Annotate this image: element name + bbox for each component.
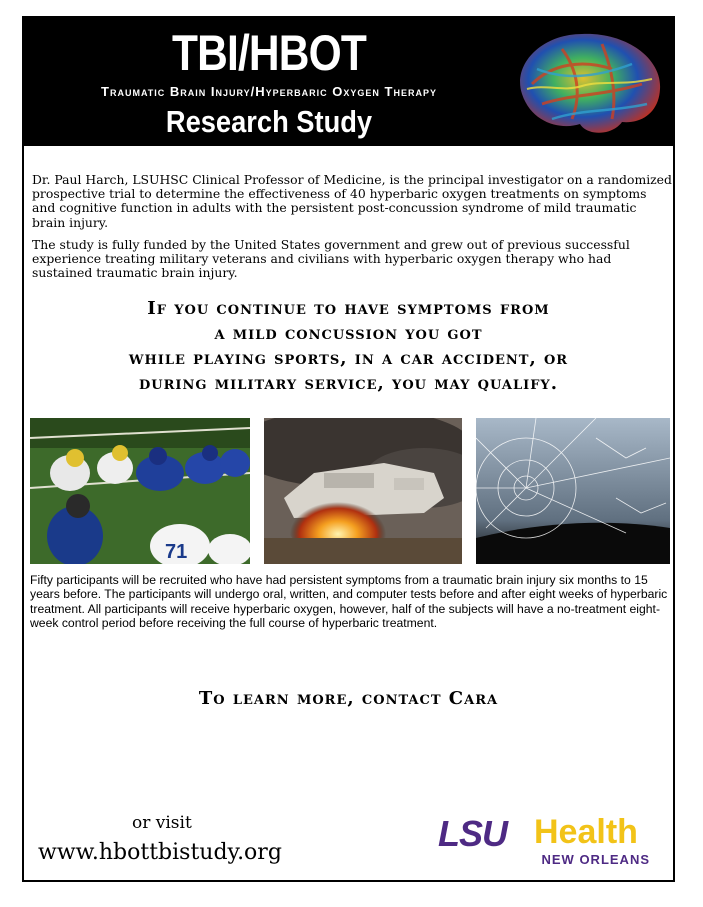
lsu-health-logo (438, 813, 654, 869)
intro-paragraph: Dr. Paul Harch, LSUHSC Clinical Professor of Medicine, is the principal investigator on a randomized prospective trial to determine the effectiveness of 40 hyperbaric oxygen treatments on symptoms and cognitive function in adults with the persistent post-concussion syndrome of mild traumatic brain injury. (32, 172, 672, 230)
or-visit-text: or visit (132, 813, 192, 833)
contact-line: To learn more, contact Cara (198, 688, 499, 709)
headline-line: a mild concussion you got (214, 323, 483, 344)
study-tagline: Research Study (165, 104, 373, 139)
header-banner (24, 18, 673, 146)
logo-lsu-text: LSU (438, 813, 507, 854)
football-photo (30, 418, 250, 564)
headline-line: during military service, you may qualify. (139, 373, 558, 394)
study-title: TBI/HBOT (172, 25, 366, 81)
study-website-link[interactable]: www.hbottbistudy.org (38, 840, 282, 865)
study-subtitle: Traumatic Brain Injury/Hyperbaric Oxygen Therapy (101, 84, 437, 99)
explosion-photo (264, 418, 462, 564)
qualify-headline (24, 296, 673, 396)
funding-paragraph: The study is fully funded by the United States government and grew out of previous successful experience treating military veterans and civilians with hyperbaric oxygen therapy who had sustained traumatic brain injury. (32, 237, 630, 281)
logo-health-text: Health (534, 813, 638, 851)
flyer-frame (22, 16, 675, 882)
headline-line: while playing sports, in a car accident, or (128, 348, 569, 369)
participants-paragraph: Fifty participants will be recruited who have had persistent symptoms from a traumatic brain injury six months to 15 years before. The participants will undergo oral, written, and computer tests before and after eight weeks of hyperbaric treatment. All participants will receive hyperbaric oxygen, however, half of the subjects will have a no-treatment eight-week control period before receiving the full course of hyperbaric treatment. (30, 573, 668, 630)
brain-scan-image (502, 24, 666, 142)
shattered-windshield-photo (476, 418, 670, 564)
svg-text:71: 71 (165, 541, 188, 563)
headline-line: If you continue to have symptoms from (147, 298, 550, 319)
logo-new-orleans-text: NEW ORLEANS (541, 852, 650, 867)
